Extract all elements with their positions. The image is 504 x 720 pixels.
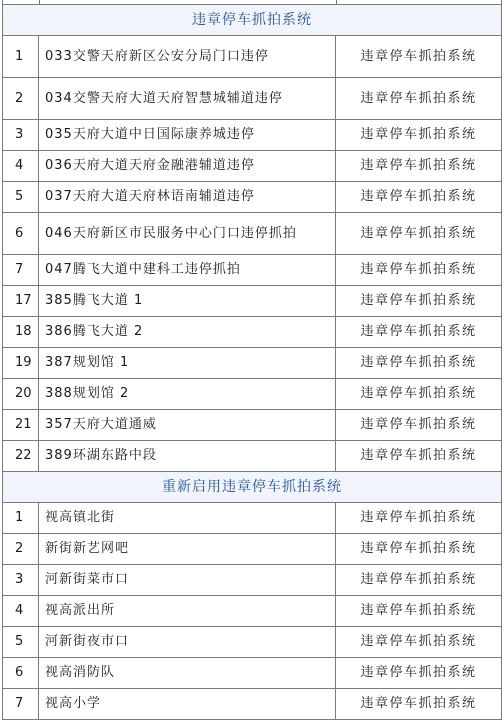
- camera-location: 034交警天府大道天府智慧城辅道违停: [39, 78, 336, 119]
- table-row: [3, 78, 501, 120]
- camera-location: 387规划馆 1: [39, 348, 336, 378]
- row-number: 5: [3, 627, 39, 657]
- table-row: [3, 658, 501, 689]
- table-row: [3, 255, 501, 286]
- table-row: [3, 379, 501, 410]
- table-row: [3, 348, 501, 379]
- table-row: [3, 627, 501, 658]
- table-row: [3, 120, 501, 151]
- camera-location: 386腾飞大道 2: [39, 317, 336, 347]
- system-name: 违章停车抓拍系统: [360, 158, 477, 173]
- row-number: 18: [3, 317, 39, 347]
- table-row: [3, 534, 501, 565]
- row-number: 4: [3, 596, 39, 626]
- system-name: 违章停车抓拍系统: [360, 634, 477, 649]
- system-name: 违章停车抓拍系统: [360, 48, 477, 64]
- system-name: 违章停车抓拍系统: [360, 572, 477, 587]
- camera-location: 385腾飞大道 1: [39, 286, 336, 316]
- table-row: [3, 317, 501, 348]
- camera-location: 河新街夜市口: [39, 627, 336, 657]
- section-header: 违章停车抓拍系统: [3, 5, 501, 36]
- table-row: [3, 213, 501, 255]
- row-number: 2: [3, 534, 39, 564]
- camera-location: 388规划馆 2: [39, 379, 336, 409]
- violation-camera-table: [2, 0, 502, 720]
- camera-location: 视高小学: [39, 689, 336, 719]
- table-row: [3, 182, 501, 213]
- system-name: 违章停车抓拍系统: [360, 127, 477, 142]
- system-name: 违章停车抓拍系统: [360, 355, 477, 370]
- row-number: 6: [3, 213, 39, 254]
- camera-location: 036天府大道天府金融港辅道违停: [39, 151, 336, 181]
- section-header: 重新启用违章停车抓拍系统: [3, 472, 501, 503]
- system-name: 违章停车抓拍系统: [360, 603, 477, 618]
- table-row: [3, 410, 501, 441]
- row-number: 19: [3, 348, 39, 378]
- camera-location: 视高镇北街: [39, 503, 336, 533]
- table-row: [3, 151, 501, 182]
- system-name: 违章停车抓拍系统: [360, 665, 477, 680]
- camera-location: 357天府大道通威: [39, 410, 336, 440]
- table-top-edge: [3, 0, 501, 5]
- system-name: 违章停车抓拍系统: [360, 541, 477, 556]
- system-name: 违章停车抓拍系统: [360, 262, 477, 277]
- camera-location: 035天府大道中日国际康养城违停: [39, 120, 336, 150]
- table-body: [3, 5, 501, 720]
- table-row: [3, 441, 501, 472]
- row-number: 1: [3, 503, 39, 533]
- camera-location: 视高消防队: [39, 658, 336, 688]
- system-name: 违章停车抓拍系统: [360, 417, 477, 432]
- table-row: [3, 689, 501, 720]
- table-row: [3, 503, 501, 534]
- camera-location: 视高派出所: [39, 596, 336, 626]
- row-number: 1: [3, 36, 39, 77]
- row-number: 22: [3, 441, 39, 471]
- camera-location: 046天府新区市民服务中心门口违停抓拍: [39, 213, 336, 254]
- camera-location: 389环湖东路中段: [39, 441, 336, 471]
- system-name: 违章停车抓拍系统: [360, 448, 477, 463]
- row-number: 6: [3, 658, 39, 688]
- camera-location: 河新街菜市口: [39, 565, 336, 595]
- camera-location: 033交警天府新区公安分局门口违停: [39, 36, 336, 77]
- system-name: 违章停车抓拍系统: [360, 293, 477, 308]
- row-number: 7: [3, 689, 39, 719]
- system-name: 违章停车抓拍系统: [360, 189, 477, 204]
- system-name: 违章停车抓拍系统: [360, 386, 477, 401]
- system-name: 违章停车抓拍系统: [360, 696, 477, 711]
- row-number: 21: [3, 410, 39, 440]
- row-number: 20: [3, 379, 39, 409]
- row-number: 2: [3, 78, 39, 119]
- system-name: 违章停车抓拍系统: [360, 510, 477, 525]
- row-number: 3: [3, 565, 39, 595]
- row-number: 3: [3, 120, 39, 150]
- row-number: 17: [3, 286, 39, 316]
- table-row: [3, 565, 501, 596]
- table-row: [3, 36, 501, 78]
- table-row: [3, 596, 501, 627]
- system-name: 违章停车抓拍系统: [360, 90, 477, 106]
- row-number: 7: [3, 255, 39, 285]
- row-number: 5: [3, 182, 39, 212]
- camera-location: 新街新艺网吧: [39, 534, 336, 564]
- system-name: 违章停车抓拍系统: [360, 225, 477, 241]
- camera-location: 037天府大道天府林语南辅道违停: [39, 182, 336, 212]
- system-name: 违章停车抓拍系统: [360, 324, 477, 339]
- table-row: [3, 286, 501, 317]
- camera-location: 047腾飞大道中建科工违停抓拍: [39, 255, 336, 285]
- row-number: 4: [3, 151, 39, 181]
